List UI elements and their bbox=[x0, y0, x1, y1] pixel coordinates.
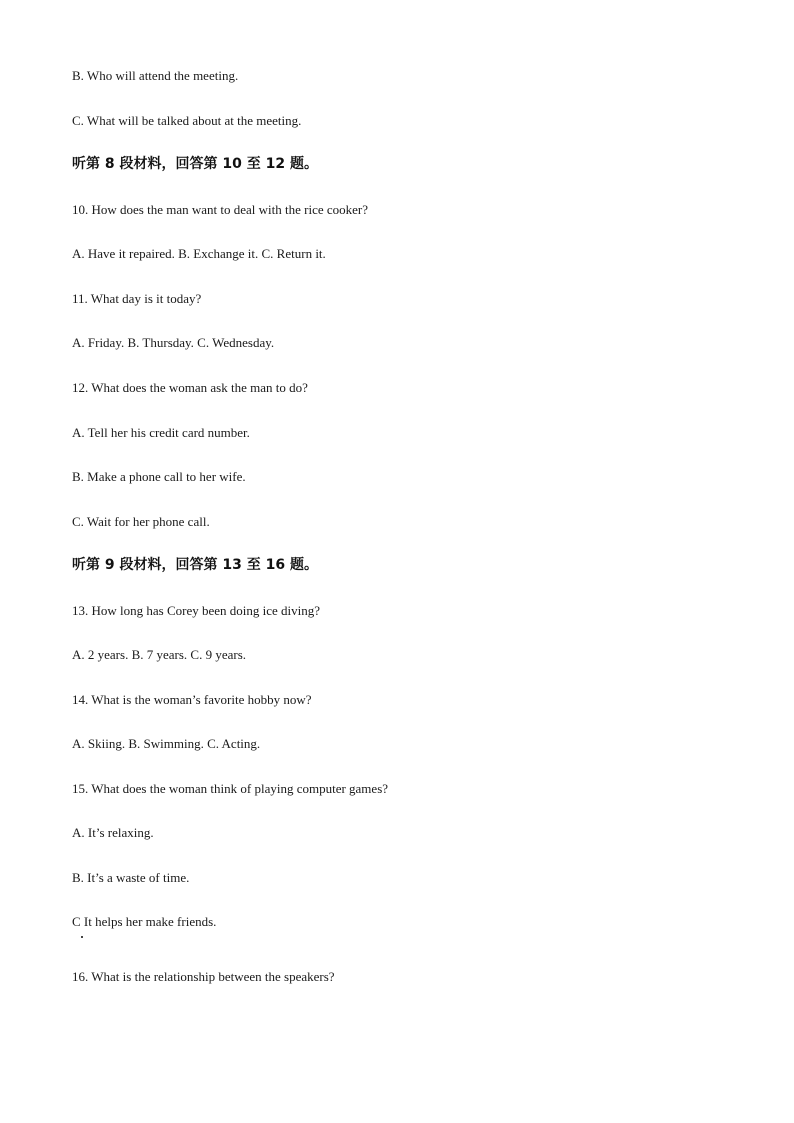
q9-option-c: C. What will be talked about at the meeting. bbox=[72, 113, 302, 128]
q9-option-b: B. Who will attend the meeting. bbox=[72, 68, 239, 83]
question-12-option-b: B. Make a phone call to her wife. bbox=[72, 469, 246, 484]
question-14: 14. What is the woman’s favorite hobby now? bbox=[72, 692, 312, 707]
question-15-option-c: C It helps her make friends. bbox=[72, 914, 217, 929]
question-12-option-c: C. Wait for her phone call. bbox=[72, 514, 210, 529]
question-15-option-a: A. It’s relaxing. bbox=[72, 825, 154, 840]
question-16: 16. What is the relationship between the speakers? bbox=[72, 969, 335, 984]
question-12-option-a: A. Tell her his credit card number. bbox=[72, 425, 250, 440]
question-10-options: A. Have it repaired. B. Exchange it. C. Return it. bbox=[72, 246, 326, 261]
stray-dot-mark bbox=[81, 936, 83, 938]
question-10: 10. How does the man want to deal with the rice cooker? bbox=[72, 202, 369, 217]
section-8-heading: 听第 8 段材料，回答第 10 至 12 题。 bbox=[72, 156, 318, 172]
question-14-options: A. Skiing. B. Swimming. C. Acting. bbox=[72, 736, 261, 751]
question-13: 13. How long has Corey been doing ice diving? bbox=[72, 603, 321, 618]
question-15: 15. What does the woman think of playing computer games? bbox=[72, 781, 389, 796]
question-13-options: A. 2 years. B. 7 years. C. 9 years. bbox=[72, 647, 247, 662]
question-11-options: A. Friday. B. Thursday. C. Wednesday. bbox=[72, 335, 275, 350]
question-15-option-b: B. It’s a waste of time. bbox=[72, 870, 190, 885]
section-9-heading: 听第 9 段材料，回答第 13 至 16 题。 bbox=[72, 557, 318, 573]
question-12: 12. What does the woman ask the man to do? bbox=[72, 380, 308, 395]
question-11: 11. What day is it today? bbox=[72, 291, 202, 306]
